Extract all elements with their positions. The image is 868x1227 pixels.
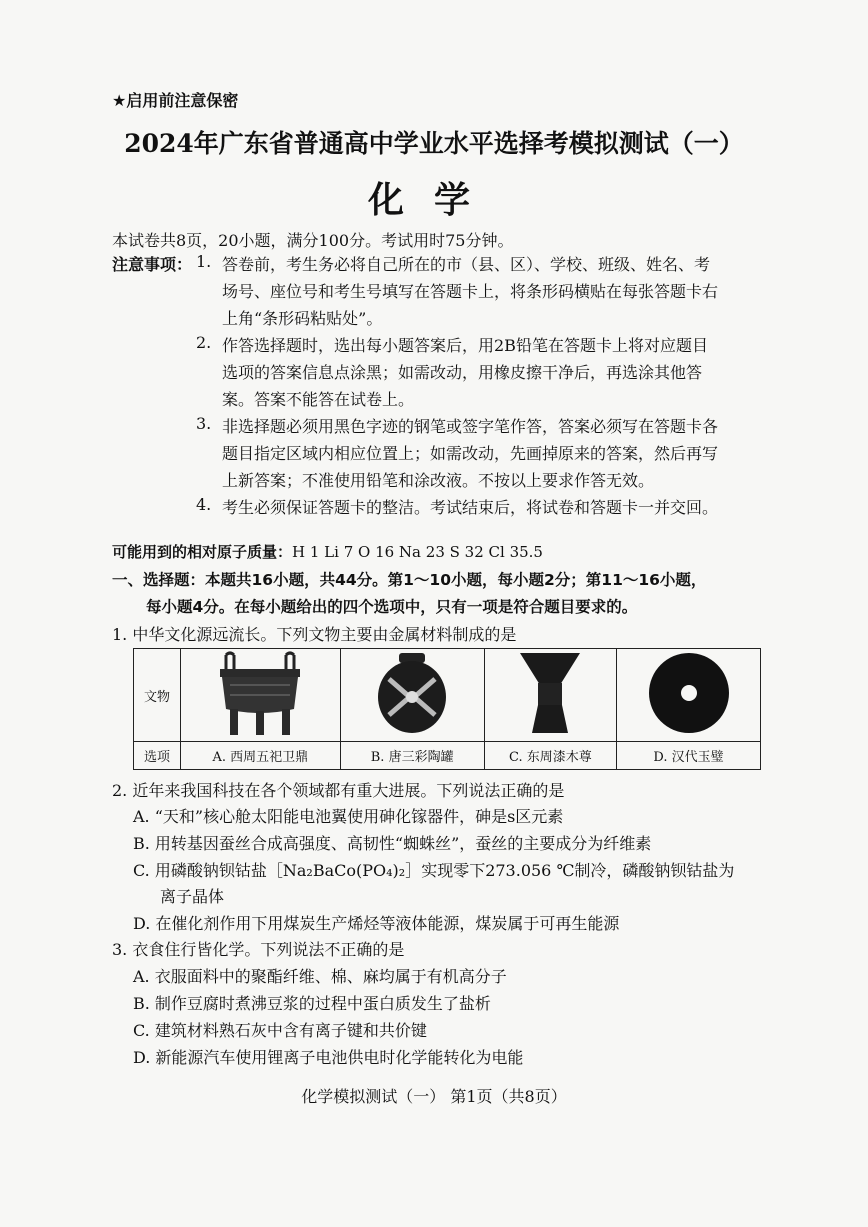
option-d-label: D. 汉代玉璧 <box>617 742 761 770</box>
option-a-label: A. 西周五祀卫鼎 <box>181 742 341 770</box>
option-c-prefix: C. 用磷酸钠钡钴盐［ <box>133 861 283 880</box>
option-b-label: B. 唐三彩陶罐 <box>340 742 484 770</box>
question-2-option-d: D. 在催化剂作用下用煤炭生产烯烃等液体能源，煤炭属于可再生能源 <box>133 914 620 933</box>
question-2-stem: 2. 近年来我国科技在各个领域都有重大进展。下列说法正确的是 <box>112 781 565 800</box>
notice-number: 4. <box>196 495 212 514</box>
notice-line: 题目指定区域内相应位置上；如需改动，先画掉原来的答案，然后再写 <box>222 444 719 463</box>
section-heading: 一、选择题：本题共16小题，共44分。第1～10小题，每小题2分；第11～16小题， <box>112 571 707 589</box>
question-2-option-c-cont: 离子晶体 <box>160 887 225 906</box>
relic-image-jar <box>340 649 484 742</box>
exam-intro: 本试卷共8页，20小题，满分100分。考试用时75分钟。 <box>112 231 514 250</box>
notice-label: 注意事项： <box>112 255 193 274</box>
relic-image-bi <box>617 649 761 742</box>
secret-notice: ★启用前注意保密 <box>112 91 239 110</box>
notice-line: 上角“条形码粘贴处”。 <box>222 309 383 328</box>
notice-line: 案。答案不能答在试卷上。 <box>222 390 415 409</box>
question-2-option-a: A. “天和”核心舱太阳能电池翼使用砷化镓器件，砷是s区元素 <box>133 807 564 826</box>
notice-line: 上新答案；不准使用铅笔和涂改液。不按以上要求作答无效。 <box>222 471 655 490</box>
relic-image-cauldron <box>181 649 341 742</box>
question-2-option-c <box>133 858 734 881</box>
relic-row-label: 文物 <box>134 649 181 742</box>
exam-title: 2024年广东省普通高中学业水平选择考模拟测试（一） <box>124 129 744 158</box>
relic-image-zun <box>484 649 616 742</box>
bronze-ding-icon <box>210 649 310 737</box>
option-c-label: C. 东周漆木尊 <box>484 742 616 770</box>
question-3-option-b: B. 制作豆腐时煮沸豆浆的过程中蛋白质发生了盐析 <box>133 994 491 1013</box>
relic-table <box>133 648 761 770</box>
question-3-option-d: D. 新能源汽车使用锂离子电池供电时化学能转化为电能 <box>133 1048 524 1067</box>
notice-line: 场号、座位号和考生号填写在答题卡上，将条形码横贴在每张答题卡右 <box>222 282 719 301</box>
notice-number: 3. <box>196 414 212 433</box>
question-3-option-c: C. 建筑材料熟石灰中含有离子键和共价键 <box>133 1021 427 1040</box>
notice-number: 2. <box>196 333 212 352</box>
section-heading-line2: 每小题4分。在每小题给出的四个选项中，只有一项是符合题目要求的。 <box>146 598 638 616</box>
atomic-masses <box>112 541 543 562</box>
chemical-formula: Na₂BaCo(PO₄)₂ <box>282 861 406 880</box>
notice-line: 作答选择题时，选出每小题答案后，用2B铅笔在答题卡上将对应题目 <box>222 336 708 355</box>
page-footer: 化学模拟测试（一） 第1页（共8页） <box>301 1087 567 1106</box>
subject-title: 化学 <box>367 179 500 221</box>
notice-line: 答卷前，考生务必将自己所在的市（县、区）、学校、班级、姓名、考 <box>222 255 711 274</box>
option-row-label: 选项 <box>134 742 181 770</box>
notice-number: 1. <box>196 252 212 271</box>
question-2-option-b: B. 用转基因蚕丝合成高强度、高韧性“蜘蛛丝”，蚕丝的主要成分为纤维素 <box>133 834 652 853</box>
tricolor-jar-icon <box>367 649 457 737</box>
question-3-option-a: A. 衣服面料中的聚酯纤维、棉、麻均属于有机高分子 <box>133 967 507 986</box>
jade-bi-disc-icon <box>644 649 734 737</box>
option-c-suffix: ］实现零下273.056 ℃制冷，磷酸钠钡钴盐为 <box>405 861 735 880</box>
atomic-masses-label: 可能用到的相对原子质量： <box>112 543 293 561</box>
notice-line: 非选择题必须用黑色字迹的钢笔或签字笔作答，答案必须写在答题卡各 <box>222 417 719 436</box>
atomic-masses-values: H 1 Li 7 O 16 Na 23 S 32 Cl 35.5 <box>292 543 543 561</box>
notice-line: 考生必须保证答题卡的整洁。考试结束后，将试卷和答题卡一并交回。 <box>222 498 719 517</box>
question-1-stem: 1. 中华文化源远流长。下列文物主要由金属材料制成的是 <box>112 625 517 644</box>
notice-line: 选项的答案信息点涂黑；如需改动，用橡皮擦干净后，再选涂其他答 <box>222 363 703 382</box>
lacquer-zun-icon <box>510 649 590 737</box>
question-3-stem: 3. 衣食住行皆化学。下列说法不正确的是 <box>112 940 405 959</box>
